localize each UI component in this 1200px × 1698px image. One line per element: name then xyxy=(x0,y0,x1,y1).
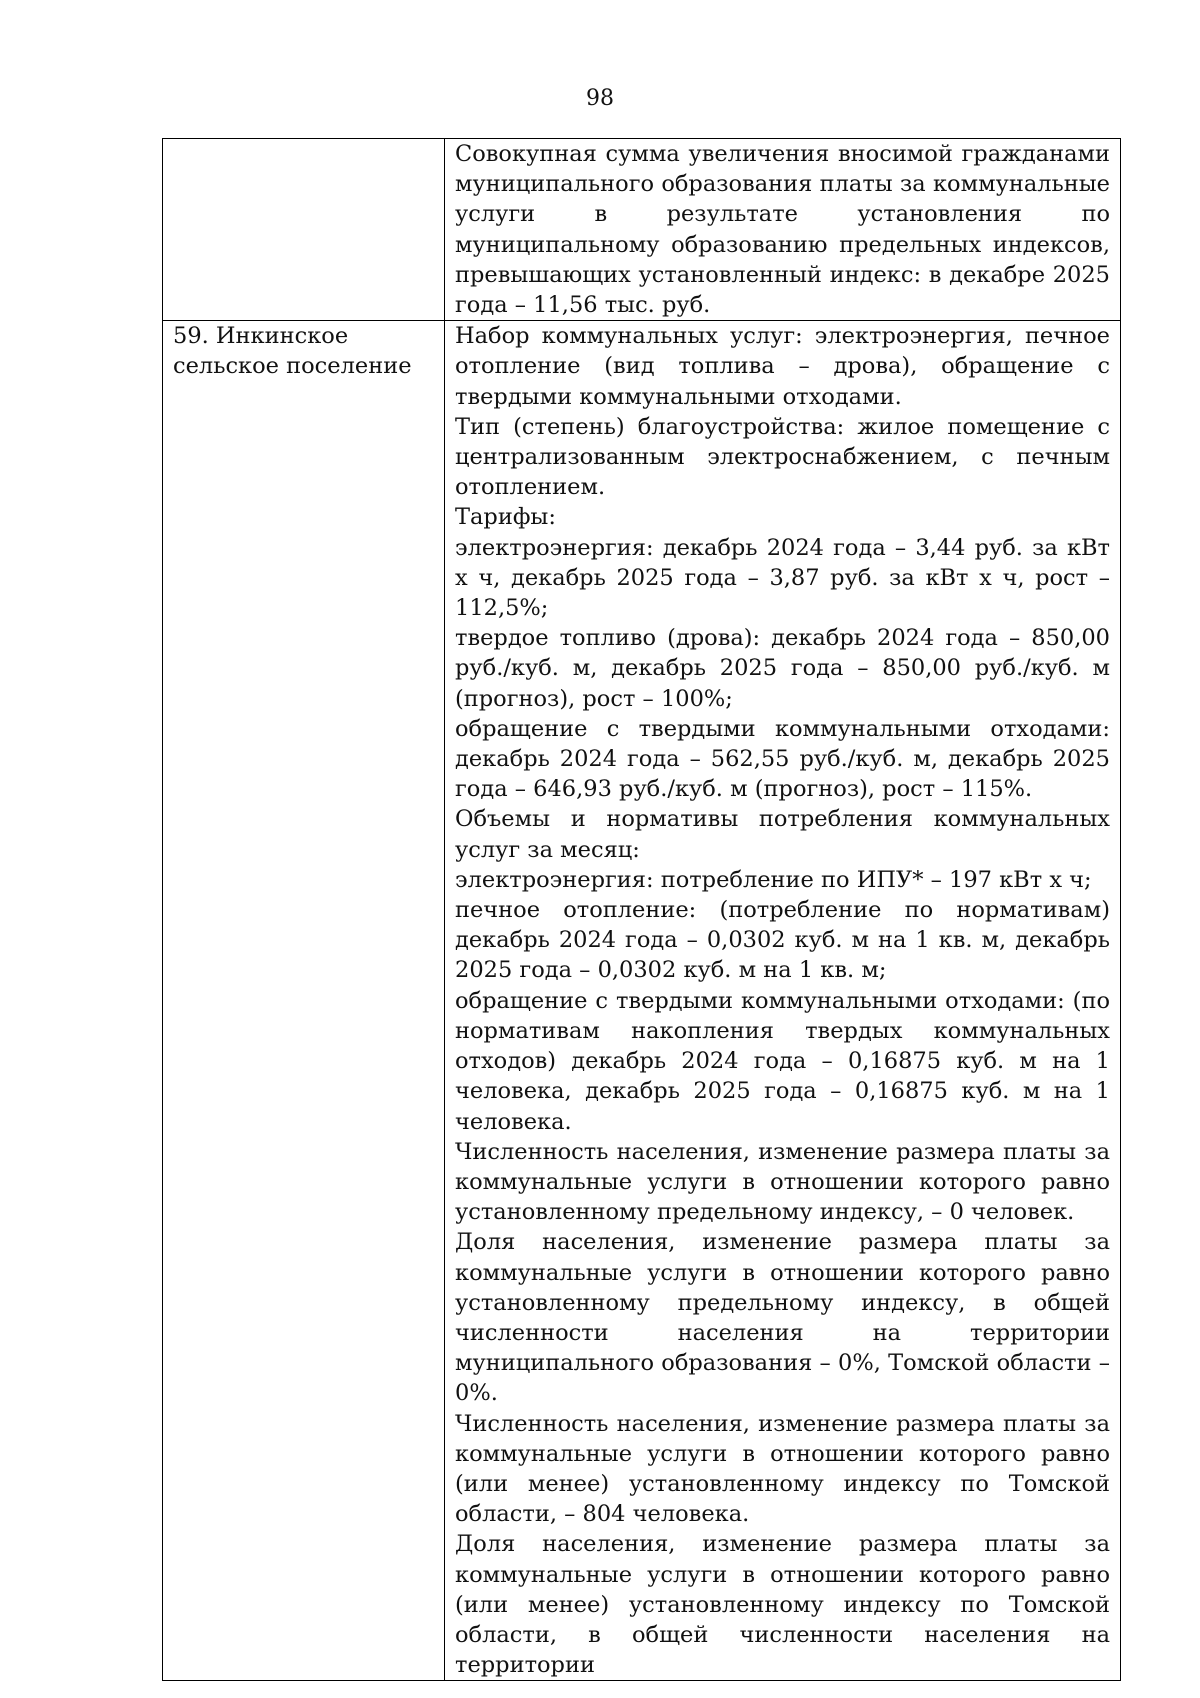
paragraph-tariff-electricity: электроэнергия: декабрь 2024 года – 3,44 руб. за кВт х ч, декабрь 2025 года – 3,87 руб. за кВт х ч, рост – 112,5%; xyxy=(455,534,1110,622)
table-row xyxy=(163,321,1121,1681)
paragraph-volume-waste: обращение с твердыми коммунальными отходами: (по нормативам накопления твердых коммунальных отходов) декабрь 2024 года – 0,16875 куб. м на 1 человека, декабрь 2025 года – 0,16875 куб. м на 1 человека. xyxy=(455,987,1110,1135)
paragraph-tariff-firewood: твердое топливо (дрова): декабрь 2024 года – 850,00 руб./куб. м, декабрь 2025 года – 850,00 руб./куб. м (прогноз), рост – 100%; xyxy=(455,625,1110,712)
paragraph-population-index-share: Доля населения, изменение размера платы за коммунальные услуги в отношении которого равно (или менее) установленному индексу по Томской области, в общей численности населения на территории xyxy=(455,1531,1110,1679)
table-row xyxy=(163,139,1121,321)
paragraph-tariffs-heading: Тарифы: xyxy=(455,504,556,531)
paragraph-volumes-heading: Объемы и нормативы потребления коммунальных услуг за месяц: xyxy=(455,806,1110,863)
paragraph-volume-heating: печное отопление: (потребление по нормативам) декабрь 2024 года – 0,0302 куб. м на 1 кв. м, декабрь 2025 года – 0,0302 куб. м на 1 кв. м; xyxy=(455,897,1110,984)
paragraph-improvement-type: Тип (степень) благоустройства: жилое помещение с централизованным электроснабжением, с печным отоплением. xyxy=(455,413,1110,501)
description-cell xyxy=(445,139,1121,321)
paragraph-total-increase: Совокупная сумма увеличения вносимой гражданами муниципального образования платы за коммунальные услуги в результате установления по муниципальному образованию предельных индексов, превышающих установленный индекс: в декабре 2025 года – 11,56 тыс. руб. xyxy=(455,141,1110,319)
municipality-cell: 59. Инкинское сельское поселение xyxy=(163,321,445,1681)
paragraph-volume-electricity: электроэнергия: потребление по ИПУ* – 197 кВт х ч; xyxy=(455,866,1092,893)
description-cell xyxy=(445,321,1121,1681)
municipality-cell xyxy=(163,139,445,321)
municipal-utilities-table xyxy=(162,138,1121,1681)
paragraph-population-limit-share: Доля населения, изменение размера платы за коммунальные услуги в отношении которого равно установленному предельному индексу, в общей численности населения на территории муниципального образования – 0%, Томской области – 0%. xyxy=(455,1229,1110,1407)
paragraph-population-limit-count: Численность населения, изменение размера платы за коммунальные услуги в отношении которого равно установленному предельному индексу, – 0 человек. xyxy=(455,1138,1110,1226)
paragraph-tariff-waste: обращение с твердыми коммунальными отходами: декабрь 2024 года – 562,55 руб./куб. м, декабрь 2025 года – 646,93 руб./куб. м (прогноз), рост – 115%. xyxy=(455,715,1110,803)
paragraph-services-set: Набор коммунальных услуг: электроэнергия, печное отопление (вид топлива – дрова), обращение с твердыми коммунальными отходами. xyxy=(455,323,1110,410)
page-number: 98 xyxy=(586,86,614,111)
paragraph-population-index-count: Численность населения, изменение размера платы за коммунальные услуги в отношении которого равно (или менее) установленному индексу по Томской области, – 804 человека. xyxy=(455,1410,1110,1528)
